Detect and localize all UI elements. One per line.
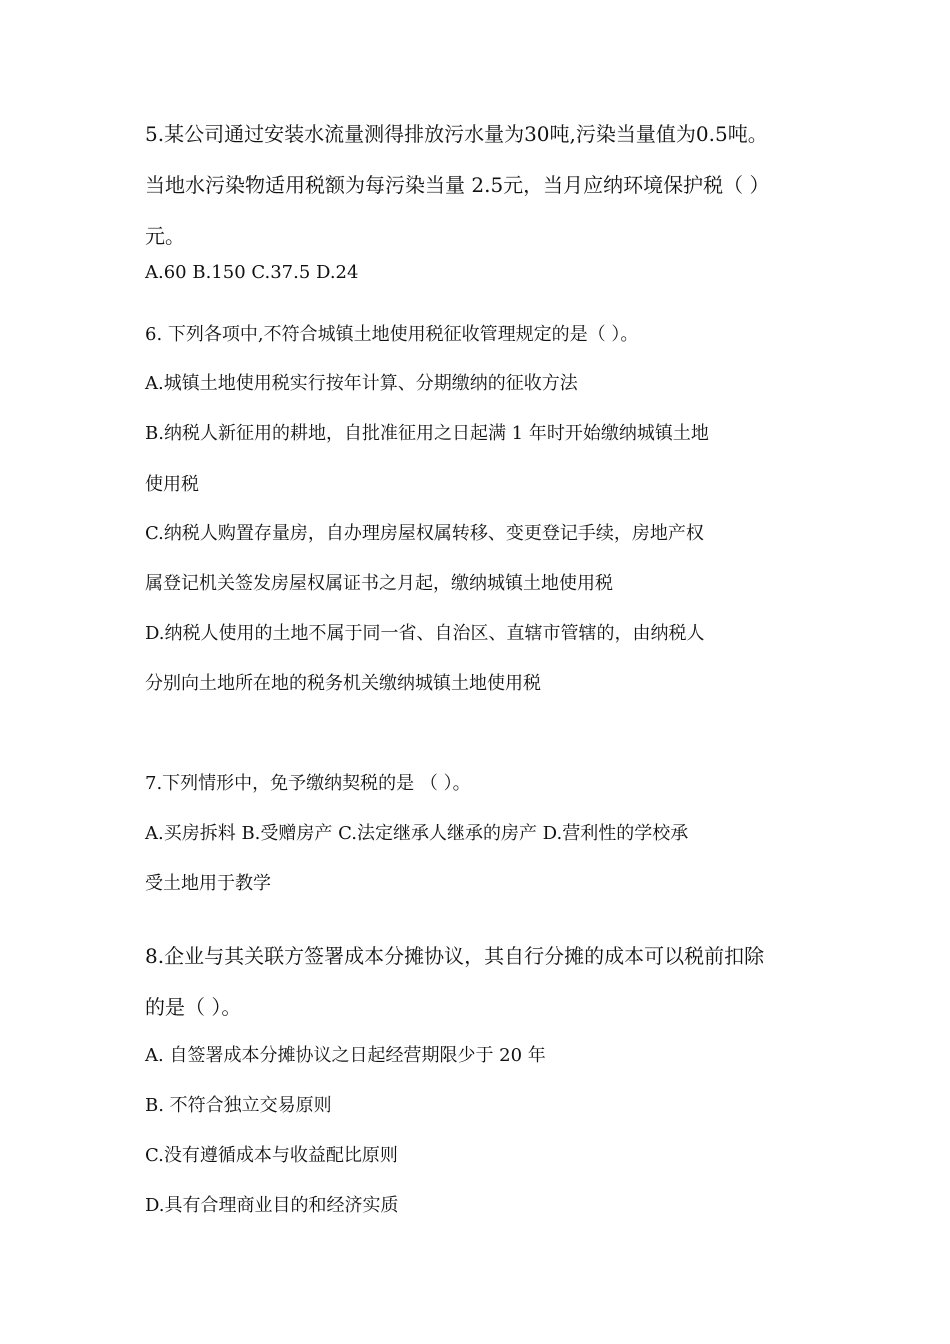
question-5-line-3: 元。 bbox=[145, 224, 185, 248]
question-5-line-1: 5.某公司通过安装水流量测得排放污水量为30吨,污染当量值为0.5吨。 bbox=[145, 122, 768, 146]
question-6-option-c-line-2: 属登记机关签发房屋权属证书之月起，缴纳城镇土地使用税 bbox=[145, 573, 613, 594]
question-8-line-1: 8.企业与其关联方签署成本分摊协议，其自行分摊的成本可以税前扣除 bbox=[145, 944, 765, 968]
question-5-line-2: 当地水污染物适用税额为每污染当量 2.5元，当月应纳环境保护税（ ） bbox=[145, 173, 770, 197]
question-8-option-c: C.没有遵循成本与收益配比原则 bbox=[145, 1145, 398, 1166]
question-7-options-line-2: 受土地用于教学 bbox=[145, 873, 271, 894]
question-6-stem: 6. 下列各项中,不符合城镇土地使用税征收管理规定的是（ ）。 bbox=[145, 324, 639, 345]
question-8-line-2: 的是（ ）。 bbox=[145, 995, 242, 1019]
question-8-option-b: B. 不符合独立交易原则 bbox=[145, 1095, 332, 1116]
question-6-option-a: A.城镇土地使用税实行按年计算、分期缴纳的征收方法 bbox=[145, 373, 578, 394]
question-7-options-line-1: A.买房拆料 B.受赠房产 C.法定继承人继承的房产 D.营利性的学校承 bbox=[145, 823, 689, 844]
question-6-option-b-line-1: B.纳税人新征用的耕地，自批准征用之日起满 1 年时开始缴纳城镇土地 bbox=[145, 423, 709, 444]
question-8-option-a: A. 自签署成本分摊协议之日起经营期限少于 20 年 bbox=[145, 1045, 546, 1066]
question-8-option-d: D.具有合理商业目的和经济实质 bbox=[145, 1195, 399, 1216]
question-6-option-d-line-1: D.纳税人使用的土地不属于同一省、自治区、直辖市管辖的，由纳税人 bbox=[145, 623, 705, 644]
question-5-options: A.60 B.150 C.37.5 D.24 bbox=[145, 262, 359, 283]
question-6-option-c-line-1: C.纳税人购置存量房，自办理房屋权属转移、变更登记手续，房地产权 bbox=[145, 523, 704, 544]
question-6-option-d-line-2: 分别向土地所在地的税务机关缴纳城镇土地使用税 bbox=[145, 673, 541, 694]
question-7-stem: 7.下列情形中，免予缴纳契税的是 （ ）。 bbox=[145, 773, 471, 794]
question-6-option-b-line-2: 使用税 bbox=[145, 474, 199, 495]
